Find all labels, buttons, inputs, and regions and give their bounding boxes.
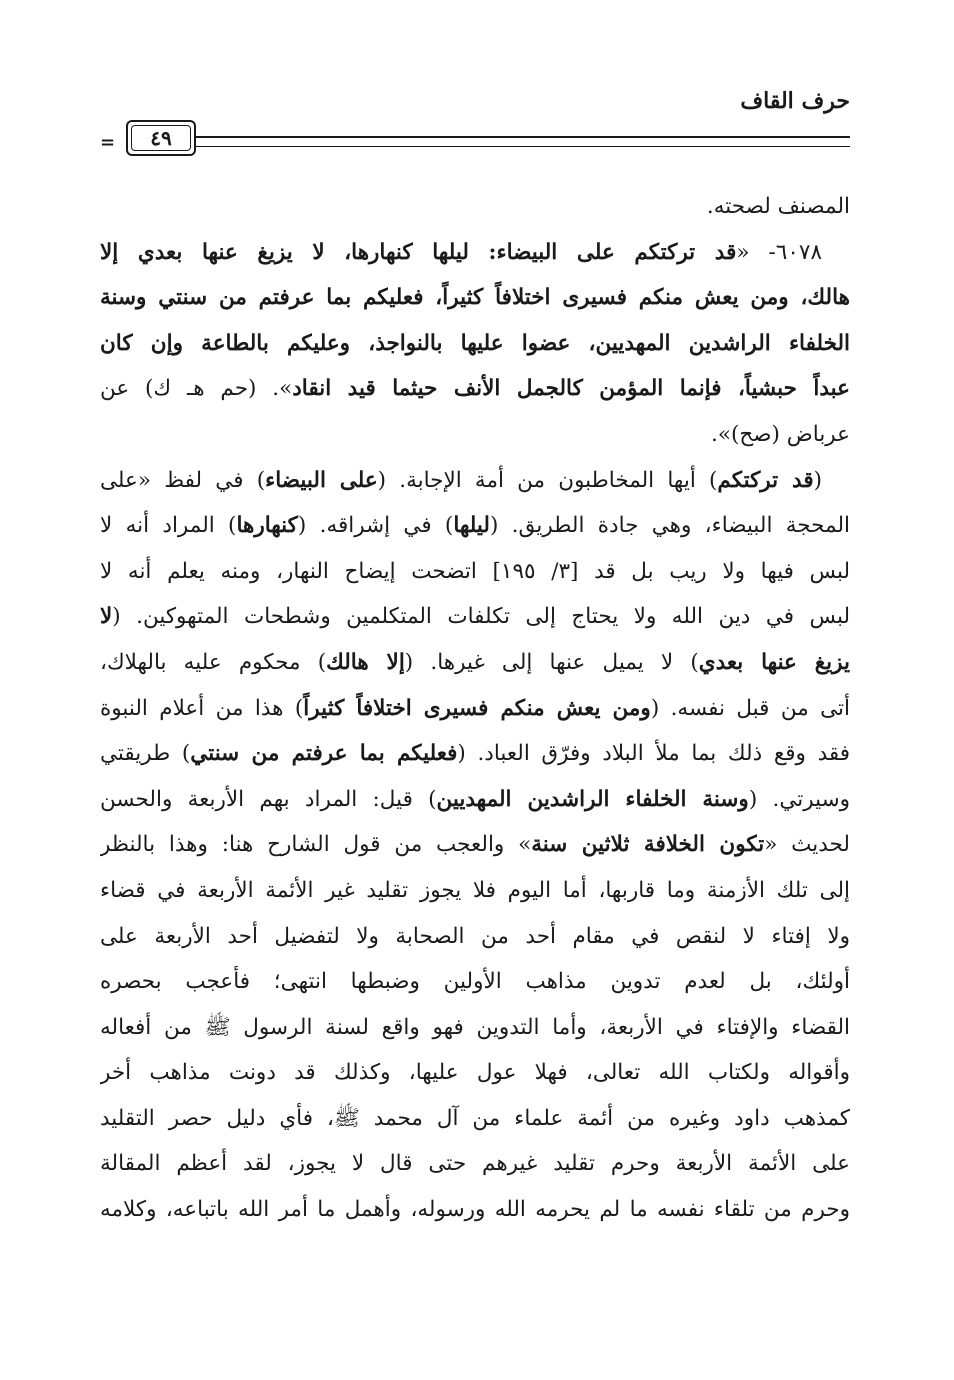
text-line	[100, 594, 850, 640]
text-segment: ) أيها المخاطبون من أمة الإجابة. (	[377, 467, 718, 493]
text-line	[100, 184, 850, 230]
rule-end-mark: =	[100, 132, 116, 153]
page-number: ٤٩	[126, 120, 196, 156]
bold-text-segment: إلا هالك	[326, 649, 405, 675]
text-segment: ) لا يميل عنها إلى غيرها. (	[404, 649, 699, 675]
text-segment: ) هذا من أعلام النبوة	[100, 695, 304, 721]
bold-text-segment: ليلها	[453, 513, 490, 539]
text-segment: ) محكوم عليه بالهلاك،	[100, 649, 327, 675]
text-line	[100, 868, 850, 914]
text-line	[100, 230, 850, 276]
bold-text-segment: وسنة الخلفاء الراشدين المهديين	[436, 786, 749, 812]
text-segment: كمذهب داود وغيره من أئمة علماء من آل محمد ﷺ، فأي دليل حصر التقليد	[100, 1105, 850, 1131]
text-line	[100, 822, 850, 868]
text-line	[100, 640, 850, 686]
running-header	[100, 88, 850, 153]
bold-text-segment: كنهارها	[236, 513, 298, 539]
text-segment: وحرم من تلقاء نفسه ما لم يحرمه الله ورسوله، وأهمل ما أمر الله باتباعه، وكلامه	[100, 1197, 850, 1223]
text-segment: ) المراد أنه لا	[100, 513, 237, 539]
text-line	[100, 731, 850, 777]
text-line	[100, 1187, 850, 1233]
text-segment: المحجة البيضاء، وهي جادة الطريق. (	[489, 513, 850, 539]
bold-text-segment: فعليكم بما عرفتم من سنتي	[190, 741, 458, 767]
header-rule	[100, 128, 850, 156]
body-text	[100, 184, 850, 1233]
bold-text-segment: لا	[100, 604, 113, 630]
chapter-title: حرف القاف	[740, 88, 850, 114]
book-page	[100, 88, 850, 1348]
text-line	[100, 1141, 850, 1187]
text-line	[100, 549, 850, 595]
text-line	[100, 275, 850, 321]
bold-text-segment: قد تركتكم	[717, 467, 814, 493]
text-segment: ». (حم هـ ك) عن	[100, 376, 293, 402]
text-segment: المصنف لصحته.	[706, 194, 850, 219]
text-segment: أولئك، بل لعدم تدوين مذاهب الأولين وضبطها انتهى؛ فأعجب بحصره	[100, 969, 850, 995]
double-rule-line	[196, 136, 850, 147]
text-segment: ) طريقتي	[100, 741, 191, 767]
text-segment: ٦٠٧٨- «	[736, 239, 822, 265]
text-segment: إلى تلك الأزمنة وما قاربها، أما اليوم فلا يجوز تقليد غير الأئمة الأربعة في قضاء	[100, 877, 850, 903]
text-line	[100, 686, 850, 732]
text-line	[100, 366, 850, 412]
text-segment: ) قيل: المراد بهم الأربعة والحسن	[100, 786, 437, 812]
text-segment: فقد وقع ذلك بما ملأ البلاد وفرّق العباد. (	[457, 741, 850, 767]
text-line	[100, 1005, 850, 1051]
text-segment: القضاء والإفتاء في الأربعة، وأما التدوين فهو واقع لسنة الرسول ﷺ من أفعاله	[100, 1014, 850, 1040]
bold-text-segment: ومن يعش منكم فسيرى اختلافاً كثيراً	[303, 695, 651, 721]
text-segment: وسيرتي. (	[748, 786, 850, 812]
text-line	[100, 777, 850, 823]
text-segment: عرباض (صح)».	[711, 421, 850, 447]
text-line	[100, 914, 850, 960]
text-line	[100, 412, 850, 458]
bold-text-segment: تكون الخلافة ثلاثين سنة	[531, 832, 765, 858]
bold-text-segment: هالك، ومن يعش منكم فسيرى اختلافاً كثيراً، فعليكم بما عرفتم من سنتي وسنة	[100, 285, 850, 311]
bold-text-segment: على البيضاء	[265, 467, 378, 493]
text-segment: على الأئمة الأربعة وحرم تقليد غيرهم حتى قال لا يجوز، لقد أعظم المقالة	[100, 1151, 850, 1177]
text-segment: أتى من قبل نفسه. (	[650, 695, 850, 721]
text-segment: لحديث «	[764, 832, 850, 858]
bold-text-segment: قد تركتكم على البيضاء: ليلها كنهارها، لا يزيغ عنها بعدي إلا	[100, 239, 737, 265]
text-segment: لبس فيها ولا ريب بل قد [٣/ ١٩٥] اتضحت إيضاح النهار، ومنه يعلم أنه لا	[100, 558, 850, 584]
bold-text-segment: يزيغ عنها بعدي	[698, 649, 850, 675]
text-segment: » والعجب من قول الشارح هنا: وهذا بالنظر	[100, 832, 532, 858]
bold-text-segment: الخلفاء الراشدين المهديين، عضوا عليها بالنواجذ، وعليكم بالطاعة وإن كان	[100, 330, 850, 356]
text-segment: وأقواله ولكتاب الله تعالى، فهلا عول عليها، وكذلك قد دونت مذاهب أخر	[100, 1060, 850, 1086]
text-segment: ) في إشراقه. (	[297, 513, 454, 539]
text-line	[100, 1050, 850, 1096]
text-line	[100, 1096, 850, 1142]
bold-text-segment: عبداً حبشياً، فإنما المؤمن كالجمل الأنف حيثما قيد انقاد	[292, 376, 850, 402]
text-segment: لبس في دين الله ولا يحتاج إلى تكلفات المتكلمين وشطحات المتهوكين. (	[112, 604, 850, 630]
text-segment: (	[813, 467, 822, 493]
text-segment: ولا إفتاء لا لنقص في مقام أحد من الصحابة ولا لتفضيل أحد الأربعة على	[100, 923, 850, 949]
text-line	[100, 503, 850, 549]
text-segment: ) في لفظ «على	[100, 467, 266, 493]
text-line	[100, 458, 850, 504]
text-line	[100, 959, 850, 1005]
text-line	[100, 321, 850, 367]
